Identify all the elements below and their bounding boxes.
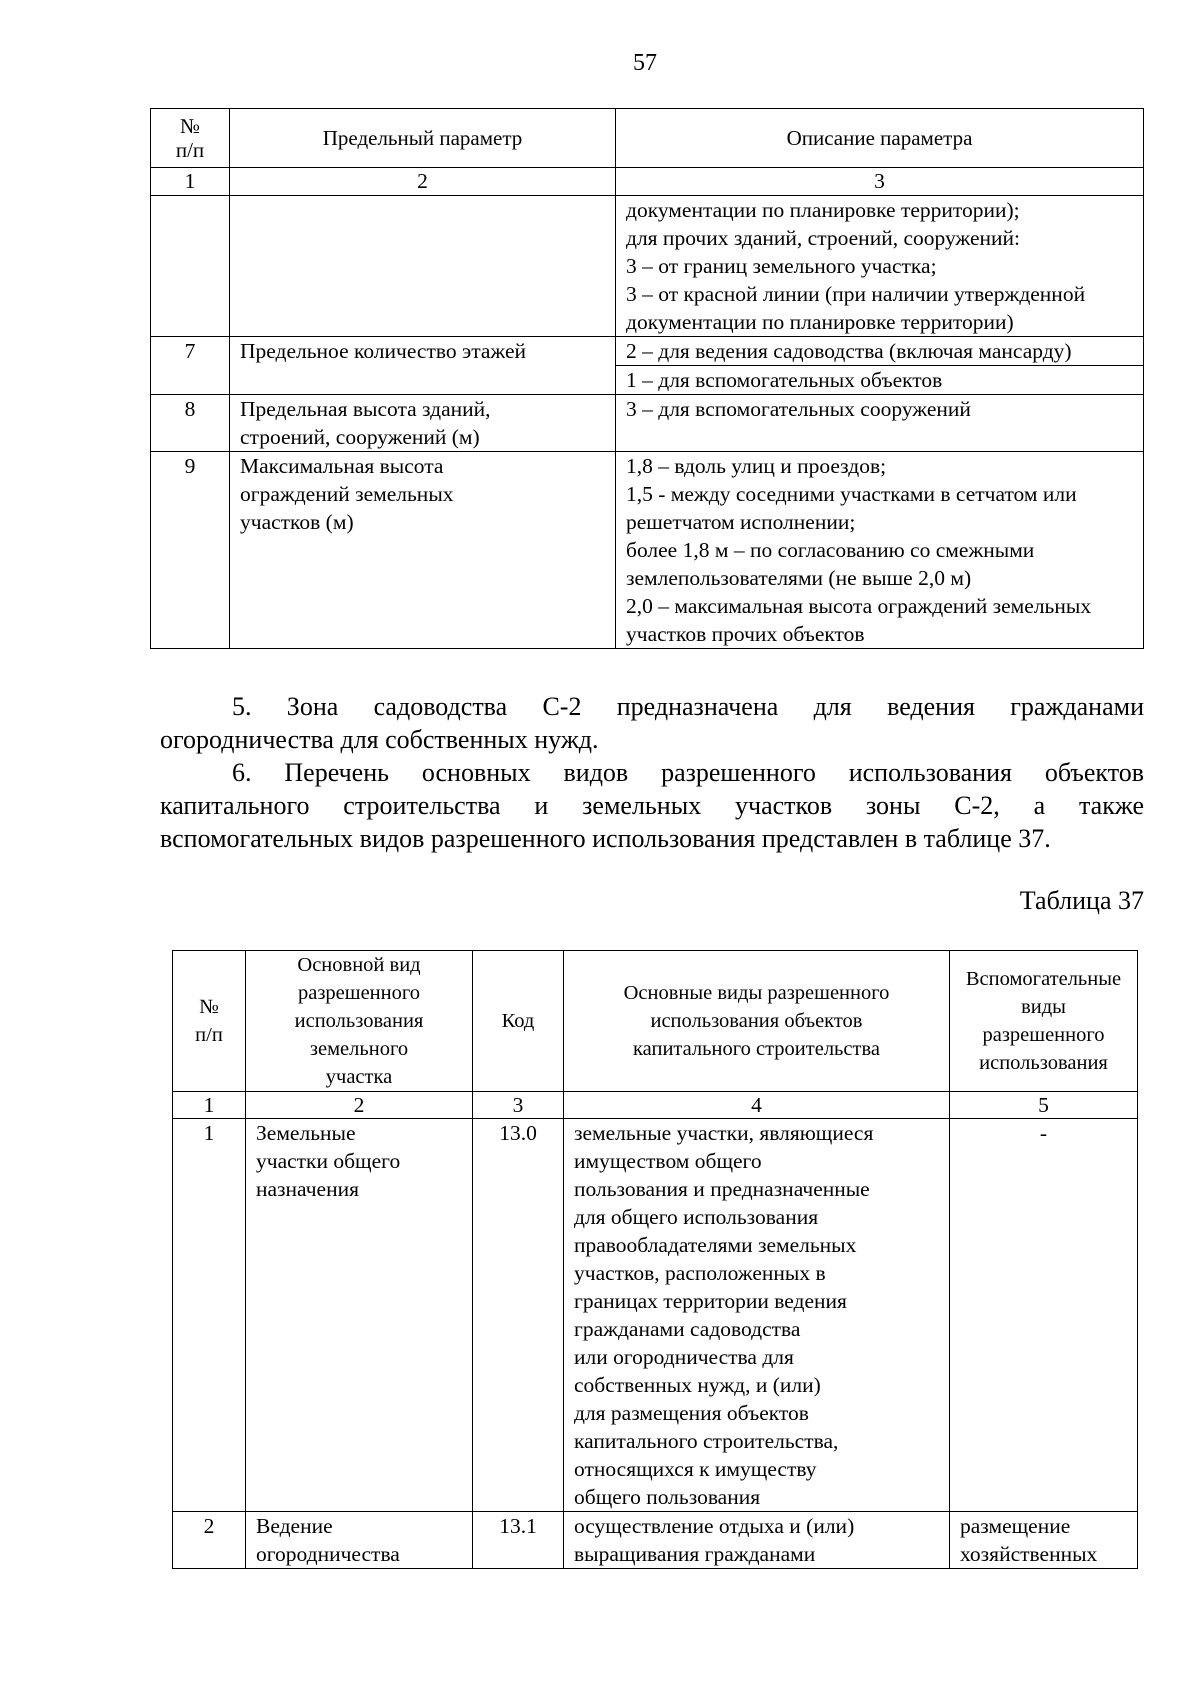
main-use-cell (246, 1119, 473, 1512)
cell-line: выращивания гражданами (574, 1542, 816, 1566)
header-main-use (246, 951, 473, 1092)
num-cell: 9 (151, 452, 230, 649)
index-cell: 3 (473, 1092, 564, 1119)
cell-line: Ведение (256, 1514, 333, 1538)
aux-uses-cell: - (950, 1119, 1138, 1512)
cell-line: капитального строительства, (574, 1429, 839, 1453)
header-line: капитального строительства (633, 1038, 880, 1060)
paragraph-6-line: вспомогательных видов разрешенного использования представлен в таблице 37. (160, 824, 1051, 853)
param-line: участков (м) (240, 510, 354, 534)
cell-line: имуществом общего (574, 1149, 762, 1173)
cell-line: собственных нужд, и (или) (574, 1373, 821, 1397)
code-cell: 13.0 (473, 1119, 564, 1512)
header-line: № (199, 996, 219, 1018)
desc-line: для прочих зданий, строений, сооружений: (626, 226, 1021, 250)
header-line: земельного (309, 1038, 409, 1060)
header-num (173, 951, 246, 1092)
index-cell: 2 (246, 1092, 473, 1119)
desc-line: 2,0 – максимальная высота ограждений земельных (626, 594, 1092, 618)
header-num-line1: № (179, 114, 201, 138)
header-param: Предельный параметр (230, 109, 616, 168)
header-desc: Описание параметра (616, 109, 1144, 168)
header-num-line2: п/п (175, 138, 205, 162)
num-cell: 1 (173, 1119, 246, 1512)
header-line: использования (294, 1010, 424, 1032)
main-use-cell (246, 1512, 473, 1569)
desc-cell: 1 – для вспомогательных объектов (616, 366, 1144, 395)
table-row (151, 395, 1144, 452)
desc-line: участков прочих объектов (626, 622, 865, 646)
desc-line: более 1,8 м – по согласованию со смежными (626, 538, 1035, 562)
header-line: использования (979, 1052, 1108, 1074)
index-cell: 1 (151, 168, 230, 196)
header-num (151, 109, 230, 168)
desc-line: 3 – от красной линии (при наличии утвержденной (626, 282, 1086, 306)
aux-uses-cell (950, 1512, 1138, 1569)
code-cell: 13.1 (473, 1512, 564, 1569)
param-line: ограждений земельных (240, 482, 454, 506)
cell-line: участков, расположенных в (574, 1261, 826, 1285)
index-row (151, 168, 1144, 196)
parameters-table (150, 108, 1144, 649)
land-use-table (172, 950, 1138, 1569)
param-line: Максимальная высота (240, 454, 444, 478)
param-cell: Предельное количество этажей (230, 337, 616, 395)
num-cell: 8 (151, 395, 230, 452)
param-line: строений, сооружений (м) (240, 425, 480, 449)
index-cell: 3 (616, 168, 1144, 196)
desc-cell (616, 196, 1144, 337)
cell-line: относящихся к имуществу (574, 1457, 817, 1481)
table-row (151, 337, 1144, 366)
index-cell: 5 (950, 1092, 1138, 1119)
table-header-row (151, 109, 1144, 168)
desc-line: документации по планировке территории); (626, 198, 1020, 222)
desc-cell: 3 – для вспомогательных сооружений (616, 395, 1144, 452)
index-cell: 2 (230, 168, 616, 196)
cell-line: пользования и предназначенные (574, 1177, 870, 1201)
cell-line: хозяйственных (960, 1542, 1098, 1566)
table-row (173, 1119, 1138, 1512)
cell-line: размещение (960, 1514, 1071, 1538)
header-line: участка (325, 1066, 393, 1088)
header-line: разрешенного (297, 982, 421, 1004)
cell-line: общего пользования (574, 1485, 761, 1509)
paragraph-6-line: капитального строительства и земельных участков зоны С-2, а также (160, 791, 1144, 820)
header-line: Вспомогательные виды (965, 968, 1122, 1018)
cell-line: границах территории ведения (574, 1289, 847, 1313)
cell-line: для размещения объектов (574, 1401, 809, 1425)
paragraph-5-line: 5. Зона садоводства С-2 предназначена для ведения гражданами (232, 692, 1144, 721)
param-line: Предельная высота зданий, (240, 397, 491, 421)
paragraph-6-line: 6. Перечень основных видов разрешенного использования объектов (232, 758, 1144, 787)
table-caption: Таблица 37 (1019, 886, 1144, 915)
cell-line: земельные участки, являющиеся (574, 1121, 874, 1145)
desc-line: 1,5 - между соседними участками в сетчатом или (626, 482, 1077, 506)
num-cell (151, 196, 230, 337)
desc-line: 1,8 – вдоль улиц и проездов; (626, 454, 887, 478)
desc-cell (616, 452, 1144, 649)
index-cell: 1 (173, 1092, 246, 1119)
cell-line: осуществление отдыха и (или) (574, 1514, 855, 1538)
basic-uses-cell (564, 1119, 950, 1512)
param-cell (230, 452, 616, 649)
basic-uses-cell (564, 1512, 950, 1569)
header-basic-uses (564, 951, 950, 1092)
desc-line: документации по планировке территории) (626, 310, 1014, 334)
cell-line: гражданами садоводства (574, 1317, 801, 1341)
table-row (151, 196, 1144, 337)
header-line: использования объектов (650, 1010, 863, 1032)
cell-line: для общего использования (574, 1205, 819, 1229)
page-number: 57 (633, 50, 657, 76)
header-aux-uses (950, 951, 1138, 1092)
num-cell: 7 (151, 337, 230, 395)
desc-line: решетчатом исполнении; (626, 510, 856, 534)
desc-line: 3 – от границ земельного участка; (626, 254, 937, 278)
table-row (173, 1512, 1138, 1569)
cell-line: огородничества (256, 1542, 400, 1566)
table-header-row (173, 951, 1138, 1092)
header-line: Основные виды разрешенного (623, 982, 890, 1004)
param-cell (230, 395, 616, 452)
cell-line: или огородничества для (574, 1345, 794, 1369)
index-row (173, 1092, 1138, 1119)
num-cell: 2 (173, 1512, 246, 1569)
header-line: п/п (195, 1024, 223, 1046)
header-code: Код (473, 951, 564, 1092)
index-cell: 4 (564, 1092, 950, 1119)
cell-line: Земельные (256, 1121, 356, 1145)
cell-line: правообладателями земельных (574, 1233, 857, 1257)
header-line: Основной вид (297, 954, 421, 976)
desc-line: землепользователями (не выше 2,0 м) (626, 566, 972, 590)
param-cell (230, 196, 616, 337)
header-line: разрешенного (982, 1024, 1105, 1046)
paragraph-5-line: огородничества для собственных нужд. (160, 725, 599, 754)
cell-line: участки общего (256, 1149, 401, 1173)
cell-line: назначения (256, 1177, 359, 1201)
table-row (151, 452, 1144, 649)
desc-cell: 2 – для ведения садоводства (включая мансарду) (616, 337, 1144, 366)
